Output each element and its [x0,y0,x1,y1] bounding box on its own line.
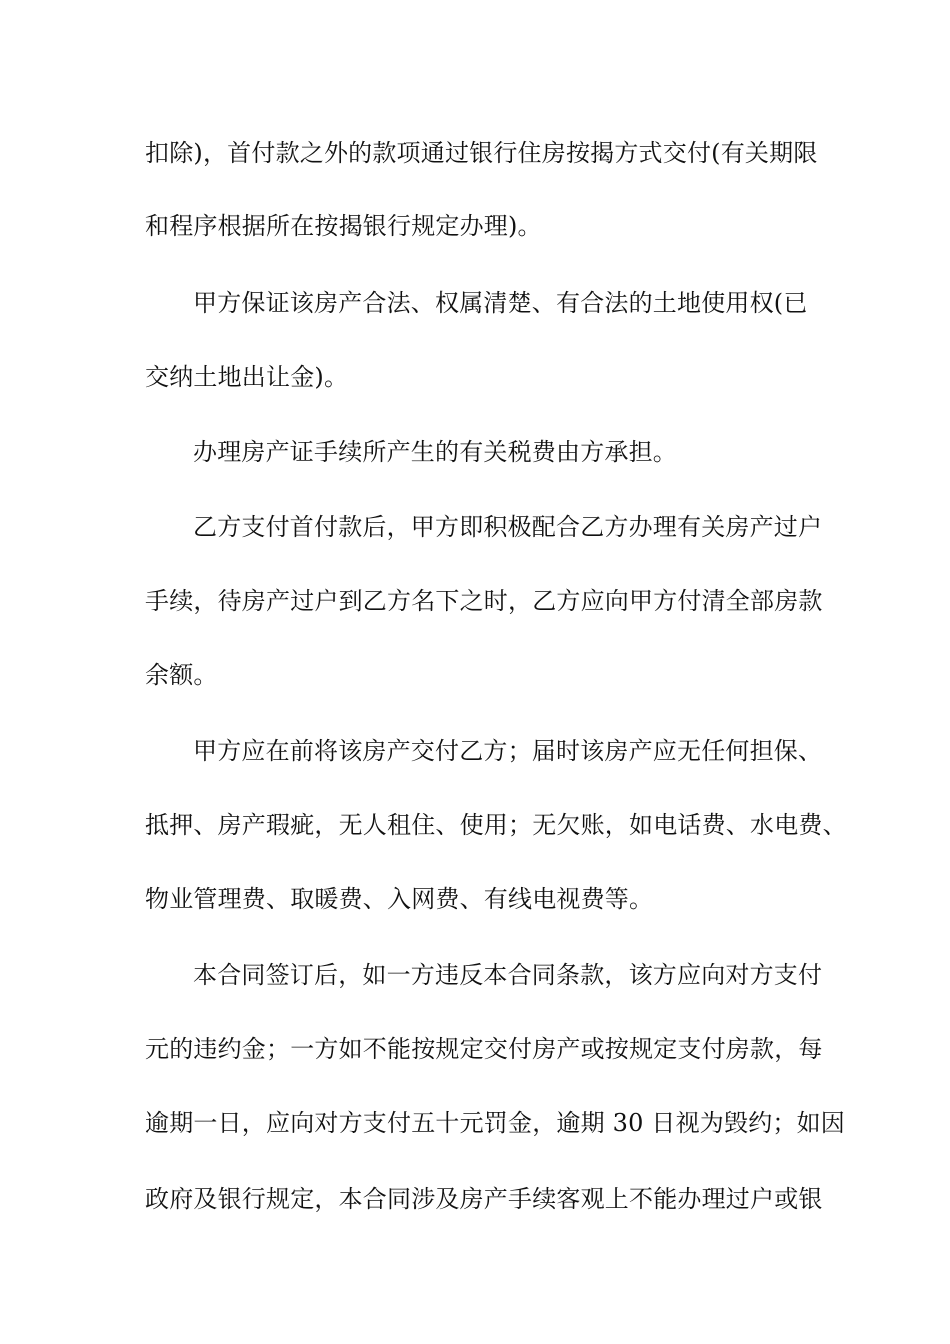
paragraph-line: 办理房产证手续所产生的有关税费由方承担。 [193,438,677,466]
paragraph-line: 物业管理费、取暖费、入网费、有线电视费等。 [145,885,654,913]
paragraph-line: 扣除)，首付款之外的款项通过银行住房按揭方式交付(有关期限 [145,139,818,167]
paragraph-line: 逾期一日，应向对方支付五十元罚金，逾期 30 日视为毁约；如因 [145,1109,845,1137]
paragraph-line: 和程序根据所在按揭银行规定办理)。 [145,212,542,240]
paragraph-line: 乙方支付首付款后，甲方即积极配合乙方办理有关房产过户 [193,513,823,541]
paragraph-line: 甲方应在前将该房产交付乙方；届时该房产应无任何担保、 [193,737,823,765]
paragraph-line: 元的违约金；一方如不能按规定交付房产或按规定支付房款，每 [145,1035,823,1063]
paragraph-line: 本合同签订后，如一方违反本合同条款，该方应向对方支付 [193,961,823,989]
paragraph-line: 手续，待房产过户到乙方名下之时，乙方应向甲方付清全部房款 [145,587,823,615]
paragraph-line: 余额。 [145,661,218,689]
paragraph-line: 甲方保证该房产合法、权属清楚、有合法的土地使用权(已 [193,289,808,317]
paragraph-line: 政府及银行规定，本合同涉及房产手续客观上不能办理过户或银 [145,1185,823,1213]
paragraph-line: 交纳土地出让金)。 [145,363,349,391]
paragraph-line: 抵押、房产瑕疵，无人租住、使用；无欠账，如电话费、水电费、 [145,811,847,839]
